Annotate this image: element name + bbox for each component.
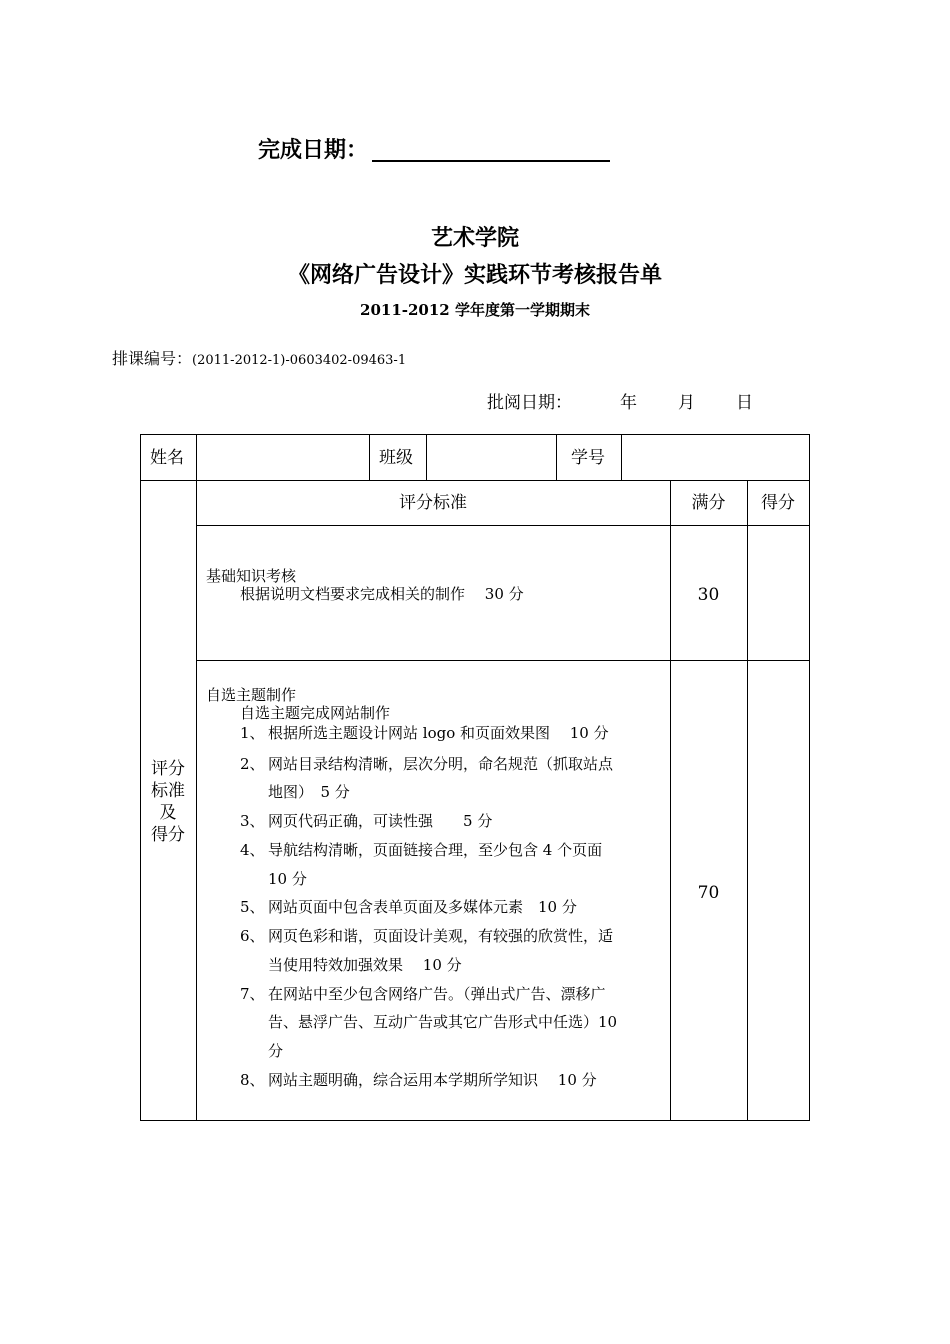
full-score-header: 满分	[691, 493, 726, 513]
criteria-item-number: 1、	[240, 724, 265, 742]
completion-date	[258, 136, 610, 166]
divider	[140, 480, 810, 481]
divider	[196, 660, 810, 661]
criteria-item-text: 根据所选主题设计网站 logo 和页面效果图 10 分	[268, 724, 609, 742]
section-label-line: 标准	[151, 781, 185, 801]
basics-heading: 基础知识考核	[206, 567, 297, 585]
score-header: 得分	[761, 493, 795, 513]
course-code-line	[112, 347, 406, 373]
theme-subheading: 自选主题完成网站制作	[240, 704, 391, 722]
completion-date-blank	[372, 136, 610, 162]
section-label-line: 得分	[151, 825, 185, 845]
theme-full-score: 70	[697, 883, 720, 903]
divider	[670, 480, 671, 1121]
section-label	[140, 758, 196, 846]
table-border-bottom	[140, 1120, 810, 1121]
criteria-item-text: 网站主题明确，综合运用本学期所学知识 10 分	[268, 1071, 597, 1089]
criteria-item-text: 网页色彩和谐，页面设计美观，有较强的欣赏性，适	[268, 927, 614, 945]
term-label: 2011-2012 学年度第一学期期末	[360, 301, 590, 319]
criteria-item-number: 7、	[240, 985, 265, 1003]
criteria-item-text: 导航结构清晰，页面链接合理，至少包含 4 个页面	[268, 841, 603, 859]
divider	[196, 525, 810, 526]
criteria-item-text: 在网站中至少包含网络广告。（弹出式广告、漂移广	[268, 985, 606, 1003]
theme-heading: 自选主题制作	[206, 686, 297, 704]
review-date-line	[487, 390, 753, 416]
divider	[369, 434, 370, 481]
review-month-label: 月	[678, 393, 695, 413]
criteria-item-number: 4、	[240, 841, 265, 859]
school-name: 艺术学院	[430, 226, 519, 251]
report-title: 《网络广告设计》实践环节考核报告单	[287, 263, 662, 288]
divider	[621, 434, 622, 481]
student-id-label: 学号	[571, 448, 605, 468]
review-date-label: 批阅日期：	[487, 393, 572, 413]
class-label: 班级	[379, 448, 413, 468]
criteria-item-text: 告、悬浮广告、互动广告或其它广告形式中任选）10	[268, 1013, 618, 1031]
review-year-label: 年	[620, 393, 637, 413]
course-code-label: 排课编号：	[112, 349, 193, 368]
review-day-label: 日	[736, 393, 753, 413]
criteria-item-text: 10 分	[268, 870, 307, 888]
criteria-header: 评分标准	[399, 493, 467, 513]
completion-date-label: 完成日期：	[258, 138, 369, 163]
criteria-item-text: 当使用特效加强效果 10 分	[268, 956, 462, 974]
criteria-item-text: 网页代码正确，可读性强 5 分	[268, 812, 493, 830]
section-label-line: 评分	[151, 759, 185, 779]
criteria-item-number: 3、	[240, 812, 265, 830]
basics-full-score: 30	[697, 585, 720, 605]
criteria-item-text: 网站页面中包含表单页面及多媒体元素 10 分	[268, 898, 577, 916]
criteria-item-number: 6、	[240, 927, 265, 945]
criteria-item-text: 网站目录结构清晰，层次分明，命名规范（抓取站点	[268, 755, 614, 773]
divider	[426, 434, 427, 481]
divider	[196, 434, 197, 1121]
divider	[556, 434, 557, 481]
course-code-value: (2011-2012-1)-0603402-09463-1	[192, 353, 407, 368]
criteria-item-text: 分	[268, 1042, 284, 1060]
criteria-item-number: 2、	[240, 755, 265, 773]
divider	[747, 480, 748, 1121]
criteria-item-text: 地图） 5 分	[268, 783, 350, 801]
name-label: 姓名	[150, 448, 184, 468]
section-label-line: 及	[159, 803, 177, 823]
table-border-top	[140, 434, 810, 435]
table-border-right	[809, 434, 810, 1121]
criteria-item-number: 5、	[240, 898, 265, 916]
criteria-item-number: 8、	[240, 1071, 265, 1089]
basics-description: 根据说明文档要求完成相关的制作 30 分	[240, 585, 524, 603]
